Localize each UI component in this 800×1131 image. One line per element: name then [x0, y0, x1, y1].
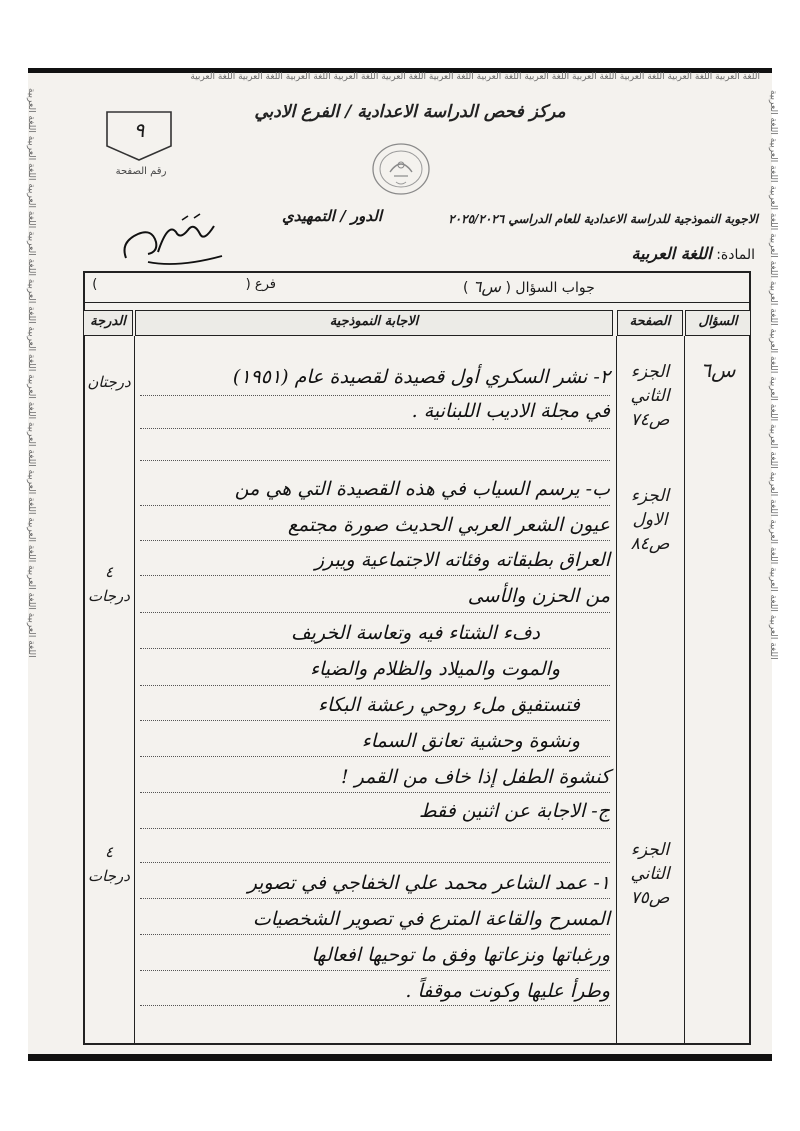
- branch-heading: [91, 277, 276, 292]
- col-header-question: السؤال: [685, 310, 751, 336]
- question-close: ): [463, 280, 469, 296]
- question-heading: [463, 277, 595, 296]
- entry-grade: درجتان: [87, 373, 131, 391]
- entry-question: س٦: [700, 358, 736, 382]
- ruled-line: [140, 460, 610, 461]
- answer-line: عيون الشعر العربي الحديث صورة مجتمع: [287, 514, 610, 536]
- answer-line: دفء الشتاء فيه وتعاسة الخريف: [290, 622, 540, 644]
- answer-line: ١- عمد الشاعر محمد علي الخفاجي في تصوير: [247, 872, 610, 894]
- answer-line: العراق بطبقاته وفئاته الاجتماعية ويبرز: [314, 549, 610, 571]
- branch-label: فرع (: [245, 277, 276, 292]
- ruled-line: [140, 395, 610, 396]
- center-title: مركز فحص الدراسة الاعدادية / الفرع الادبي: [254, 102, 566, 122]
- subject-line: [560, 244, 755, 263]
- ruled-line: [140, 428, 610, 429]
- ruled-line: [140, 505, 610, 506]
- question-label: جواب السؤال (: [505, 280, 595, 296]
- page-ref-page: ص٧٤: [630, 410, 670, 430]
- ruled-line: [140, 685, 610, 686]
- grade-number: ٤: [104, 563, 114, 581]
- grade-unit: درجات: [88, 587, 130, 605]
- page-ref-page: ص٧٥: [630, 888, 670, 908]
- ruled-line: [140, 898, 610, 899]
- answer-line: المسرح والقاعة المترع في تصوير الشخصيات: [252, 908, 610, 930]
- entry-grade: [86, 560, 132, 608]
- bottom-border: [28, 1054, 772, 1061]
- answer-line: وطرأ عليها وكونت موقفاً .: [405, 980, 610, 1002]
- exam-title: الاجوبة النموذجية للدراسة الاعدادية للعام الدراسي ٢٠٢٥/٢٠٢٦: [448, 212, 758, 226]
- watermark-left: اللغة العربية اللغة العربية اللغة العربية اللغة العربية اللغة العربية اللغة العربية اللغة العربية اللغة العربية اللغة العربية اللغة العربية اللغة العربية اللغة العربية: [26, 88, 36, 658]
- ruled-line: [140, 540, 610, 541]
- page-number-box: [105, 110, 173, 162]
- watermark-right: اللغة العربية اللغة العربية اللغة العربية اللغة العربية اللغة العربية اللغة العربية اللغة العربية اللغة العربية اللغة العربية اللغة العربية اللغة العربية اللغة العربية: [768, 90, 778, 660]
- answer-line: ج- الاجابة عن اثنين فقط: [419, 800, 610, 822]
- answer-line: في مجلة الاديب اللبنانية .: [411, 400, 610, 422]
- col-header-page: الصفحة: [617, 310, 683, 336]
- grade-number: ٤: [104, 843, 114, 861]
- branch-close: ): [92, 277, 98, 292]
- answer-line: ب- يرسم السياب في هذه القصيدة التي هي من: [234, 478, 610, 500]
- entry-page-ref: [620, 360, 680, 432]
- exam-round: الدور / التمهيدي: [281, 207, 382, 225]
- column-line: [616, 336, 617, 1044]
- page-ref-book: الثاني: [630, 864, 670, 884]
- ruled-line: [140, 828, 610, 829]
- ruled-line: [140, 970, 610, 971]
- question-row: [83, 271, 751, 303]
- ministry-seal-icon: [368, 138, 434, 204]
- page-ref-part: الجزء: [630, 362, 670, 382]
- entry-page-ref: [620, 484, 680, 556]
- ruled-line: [140, 612, 610, 613]
- page-ref-part: الجزء: [630, 840, 670, 860]
- entry-grade: [86, 840, 132, 888]
- ruled-line: [140, 934, 610, 935]
- page-ref-book: الاول: [632, 510, 668, 530]
- ruled-line: [140, 1005, 610, 1006]
- page-number: ٩: [133, 118, 145, 142]
- page-ref-book: الثاني: [630, 386, 670, 406]
- row-divider: [83, 302, 751, 303]
- page-ref-page: ص٨٤: [630, 534, 670, 554]
- answer-line: فتستفيق ملء روحي رعشة البكاء: [318, 694, 580, 716]
- answer-line: والموت والميلاد والظلام والضياء: [310, 658, 560, 680]
- ruled-line: [140, 720, 610, 721]
- ruled-line: [140, 648, 610, 649]
- page-number-label: رقم الصفحة: [115, 166, 167, 177]
- signature: [118, 212, 228, 274]
- ruled-line: [140, 575, 610, 576]
- grade-unit: درجات: [88, 867, 130, 885]
- answer-line: ونشوة وحشية تعانق السماء: [361, 730, 580, 752]
- answer-line: ورغباتها ونزعاتها وفق ما توحيها افعالها: [311, 944, 610, 966]
- col-header-grade: الدرجة: [83, 310, 133, 336]
- ruled-line: [140, 862, 610, 863]
- subject-label: المادة:: [716, 247, 755, 263]
- answer-line: ٢- نشر السكري أول قصيدة لقصيدة عام (١٩٥١): [232, 366, 610, 388]
- column-line: [134, 336, 135, 1044]
- answer-line: من الحزن والأسى: [467, 585, 610, 607]
- page-ref-part: الجزء: [630, 486, 670, 506]
- answer-line: كنشوة الطفل إذا خاف من القمر !: [340, 766, 610, 788]
- subject-value: اللغة العربية: [631, 244, 712, 263]
- watermark-top: اللغة العربية اللغة العربية اللغة العربية اللغة العربية اللغة العربية اللغة العربية اللغة العربية اللغة العربية اللغة العربية اللغة العربية اللغة العربية اللغة العربية: [190, 72, 760, 82]
- question-value: س٦: [472, 277, 502, 296]
- ruled-line: [140, 756, 610, 757]
- column-line: [684, 336, 685, 1044]
- col-header-answer: الاجابة النموذجية: [135, 310, 613, 336]
- entry-page-ref: [620, 838, 680, 910]
- ruled-line: [140, 792, 610, 793]
